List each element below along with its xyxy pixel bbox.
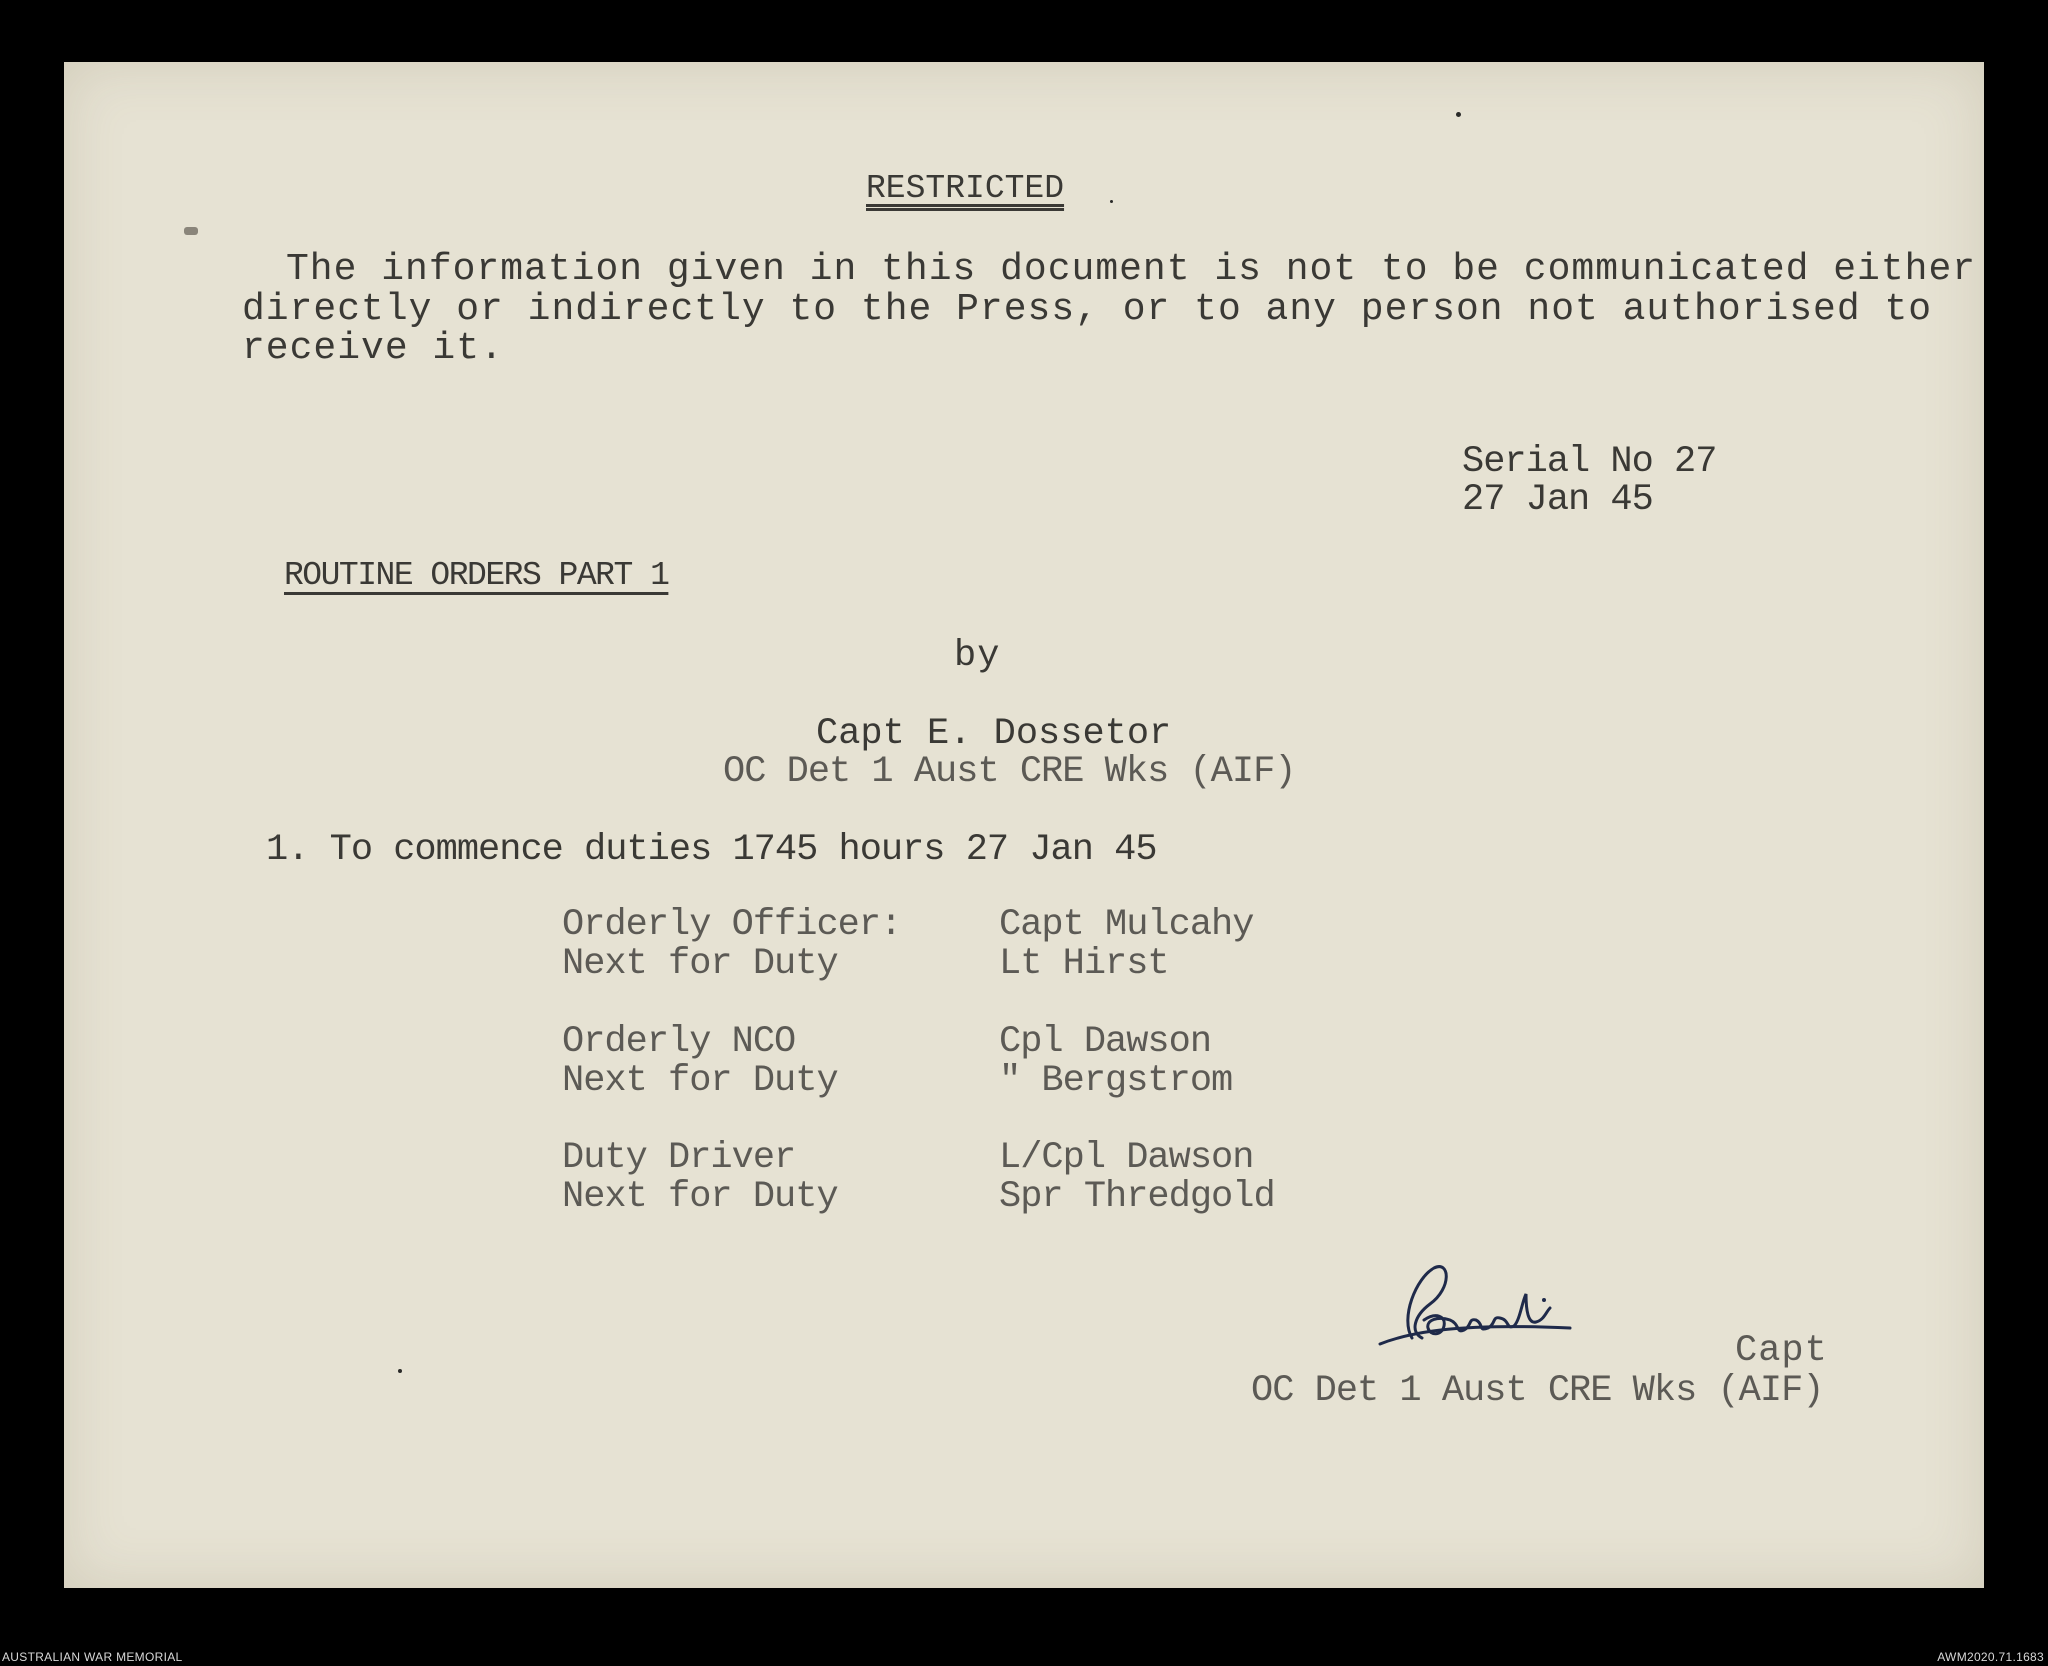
serial-date: 27 Jan 45 [1462, 479, 1653, 521]
duty-role: Next for Duty [562, 943, 838, 985]
author-name: Capt E. Dossetor [816, 713, 1172, 755]
by-line: by [954, 635, 1001, 677]
duty-name: Spr Thredgold [999, 1176, 1275, 1218]
author-unit: OC Det 1 Aust CRE Wks (AIF) [723, 751, 1296, 793]
duty-name: " Bergstrom [999, 1060, 1233, 1102]
duty-role: Next for Duty [562, 1176, 838, 1218]
notice-line-3: receive it. [242, 327, 504, 370]
routine-orders-title: ROUTINE ORDERS PART 1 [284, 557, 669, 594]
duty-name: Cpl Dawson [999, 1021, 1212, 1063]
duty-role: Orderly Officer: [562, 904, 902, 946]
document-page [64, 62, 1984, 1588]
duty-role: Next for Duty [562, 1060, 838, 1102]
ink-speck [398, 1369, 402, 1373]
order-item-1: 1. To commence duties 1745 hours 27 Jan 45 [266, 829, 1157, 871]
footer-right-caption: AWM2020.71.1683 [1937, 1650, 2044, 1664]
restricted-heading: RESTRICTED [866, 170, 1065, 207]
signature-rank: Capt [1735, 1330, 1828, 1372]
notice-line-2: directly or indirectly to the Press, or to any person not authorised to [242, 288, 1933, 331]
duty-name: L/Cpl Dawson [999, 1137, 1254, 1179]
duty-role: Duty Driver [562, 1137, 796, 1179]
footer-left-caption: AUSTRALIAN WAR MEMORIAL [2, 1650, 183, 1664]
paper-crease [184, 227, 198, 235]
ink-speck [1456, 112, 1461, 117]
ink-speck [1110, 200, 1113, 203]
duty-role: Orderly NCO [562, 1021, 796, 1063]
duty-name: Lt Hirst [999, 943, 1169, 985]
duty-name: Capt Mulcahy [999, 904, 1254, 946]
serial-number: Serial No 27 [1462, 441, 1717, 483]
handwritten-signature [1360, 1258, 1590, 1368]
signature-unit: OC Det 1 Aust CRE Wks (AIF) [1251, 1370, 1824, 1412]
notice-line-1: The information given in this document is not to be communicated either [286, 248, 1977, 291]
